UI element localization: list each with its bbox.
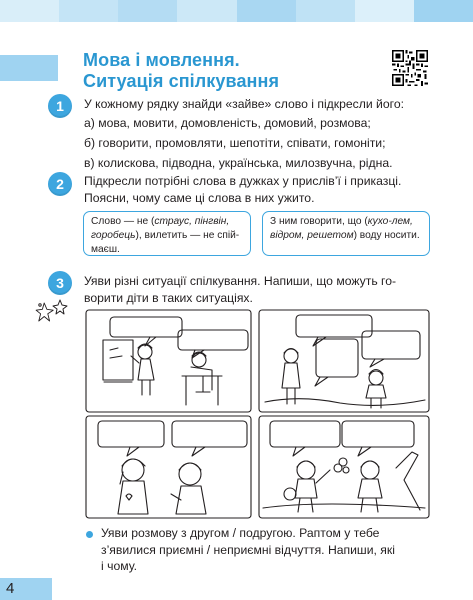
bullet-task — [101, 525, 433, 575]
bullet-task-line3: і чому. — [101, 559, 137, 573]
bullet-task-line1: Уяви розмову з другом / подругою. Раптом у тебе — [101, 526, 380, 540]
task3-prompt-line2: ворити діти в таких ситуаціях. — [84, 291, 253, 305]
speech-bubble-icon[interactable] — [178, 330, 248, 358]
task3-prompt-line1: Уяви різні ситуації спілкування. Напиши, що можуть го- — [84, 274, 397, 288]
task1-prompt-text: У кожному рядку знайди «зайве» слово і підкресли його: — [84, 97, 404, 111]
task1-row-a[interactable]: а) мова, мовити, домовленість, домовий, розмова; — [84, 116, 371, 130]
proverb1-choices[interactable]: страус, пінгвін, горобець — [91, 216, 230, 241]
task-number-badge-2: 2 — [48, 172, 72, 196]
speech-bubble-icon[interactable] — [98, 421, 164, 456]
proverb2-text-a: З ним говорити, що ( — [270, 216, 368, 227]
task1-row-c[interactable]: в) колискова, підводна, українська, милозвучна, рідна. — [84, 156, 393, 170]
comic-panel-2 — [259, 310, 429, 412]
bullet-task-line2: з’явилися приємні / неприємні відчуття. Напиши, які — [101, 542, 395, 557]
task2-prompt-line2: Поясни, чому саме ці слова в них ужито. — [84, 191, 315, 205]
task-number-badge-3: 3 — [48, 271, 72, 295]
comic-panel-3 — [86, 416, 251, 518]
proverb2-choices[interactable]: кухо-лем, відром, решетом — [270, 216, 413, 241]
speech-bubble-icon[interactable] — [296, 315, 372, 346]
speech-bubble-icon[interactable] — [342, 421, 414, 456]
proverb1-text-b: ), вилетить — не спій-маєш. — [91, 230, 240, 255]
comic-panel-1 — [86, 310, 251, 412]
comic-panel-4 — [259, 416, 429, 518]
speech-bubble-icon[interactable] — [270, 421, 340, 456]
proverb2-text-b: ) воду носити. — [353, 230, 420, 241]
title-line-2: Ситуація спілкування — [83, 71, 280, 91]
page-number: 4 — [0, 578, 52, 600]
speech-bubble-icon[interactable] — [315, 339, 358, 386]
bullet-dot — [86, 531, 93, 538]
task2-prompt-line1: Підкресли потрібні слова в дужках у прислів’ї і приказці. — [84, 174, 402, 188]
task-number-badge-1: 1 — [48, 94, 72, 118]
title-line-1: Мова і мовлення. — [83, 50, 240, 70]
speech-bubble-icon[interactable] — [110, 317, 182, 346]
proverb1-text-a: Слово — не ( — [91, 216, 155, 227]
task1-row-b[interactable]: б) говорити, промовляти, шепотіти, співати, гомоніти; — [84, 136, 386, 150]
speech-bubble-icon[interactable] — [172, 421, 247, 456]
